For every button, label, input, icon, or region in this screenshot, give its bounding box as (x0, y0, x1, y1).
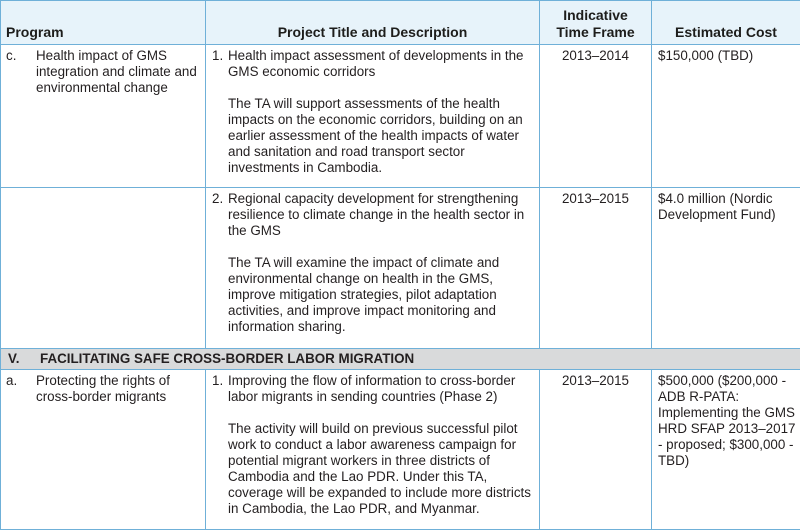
time-frame-cell: 2013–2015 (540, 370, 652, 530)
item-title: Health impact assessment of developments in the GMS economic corridors (228, 48, 535, 80)
cost-cell: $500,000 ($200,000 - ADB R-PATA: Implementing the GMS HRD SFAP 2013–2017 - proposed; $300,000 - TBD) (652, 370, 800, 530)
section-header-row (1, 349, 800, 370)
cost-cell: $150,000 (TBD) (652, 45, 800, 188)
header-project-title: Project Title and Description (206, 1, 540, 45)
program-text: Health impact of GMS integration and climate and environmental change (36, 48, 201, 96)
program-cell (1, 188, 206, 349)
section-title: FACILITATING SAFE CROSS-BORDER LABOR MIGRATION (40, 351, 414, 366)
header-program: Program (1, 1, 206, 45)
cost-cell: $4.0 million (Nordic Development Fund) (652, 188, 800, 349)
item-number: 1. (212, 373, 228, 405)
section-number: V. (8, 351, 40, 367)
item-number: 2. (212, 191, 228, 239)
table-header-row (1, 1, 800, 45)
program-cell (1, 370, 206, 530)
header-estimated-cost: Estimated Cost (652, 1, 800, 45)
program-letter: c. (6, 48, 36, 96)
header-time-frame-text: Indicative Time Frame (551, 7, 641, 41)
program-cell (1, 45, 206, 188)
project-cell (206, 45, 540, 188)
project-cell (206, 188, 540, 349)
item-description: The TA will examine the impact of climate and environmental change on health in the GMS, improve mitigation strategies, pilot adaptation activities, and improve impact monitoring and information sharing. (212, 255, 535, 335)
table-row (1, 188, 800, 349)
header-time-frame (540, 1, 652, 45)
item-number: 1. (212, 48, 228, 80)
item-description: The TA will support assessments of the health impacts on the economic corridors, building on an earlier assessment of the health impacts of water and sanitation and road transport sector investments in Cambodia. (212, 96, 535, 176)
section-header (1, 349, 800, 370)
item-description: The activity will build on previous successful pilot work to conduct a labor awareness campaign for potential migrant workers in three districts of Cambodia and the Lao PDR. Under this TA, coverage will be expanded to include more districts in Cambodia, the Lao PDR, and Myanmar. (212, 421, 535, 517)
item-title: Improving the flow of information to cross-border labor migrants in sending countries (Phase 2) (228, 373, 535, 405)
time-frame-cell: 2013–2014 (540, 45, 652, 188)
item-title: Regional capacity development for strengthening resilience to climate change in the health sector in the GMS (228, 191, 535, 239)
project-cell (206, 370, 540, 530)
time-frame-cell: 2013–2015 (540, 188, 652, 349)
program-letter: a. (6, 373, 36, 405)
program-text: Protecting the rights of cross-border migrants (36, 373, 201, 405)
table-row (1, 370, 800, 530)
table-row (1, 45, 800, 188)
